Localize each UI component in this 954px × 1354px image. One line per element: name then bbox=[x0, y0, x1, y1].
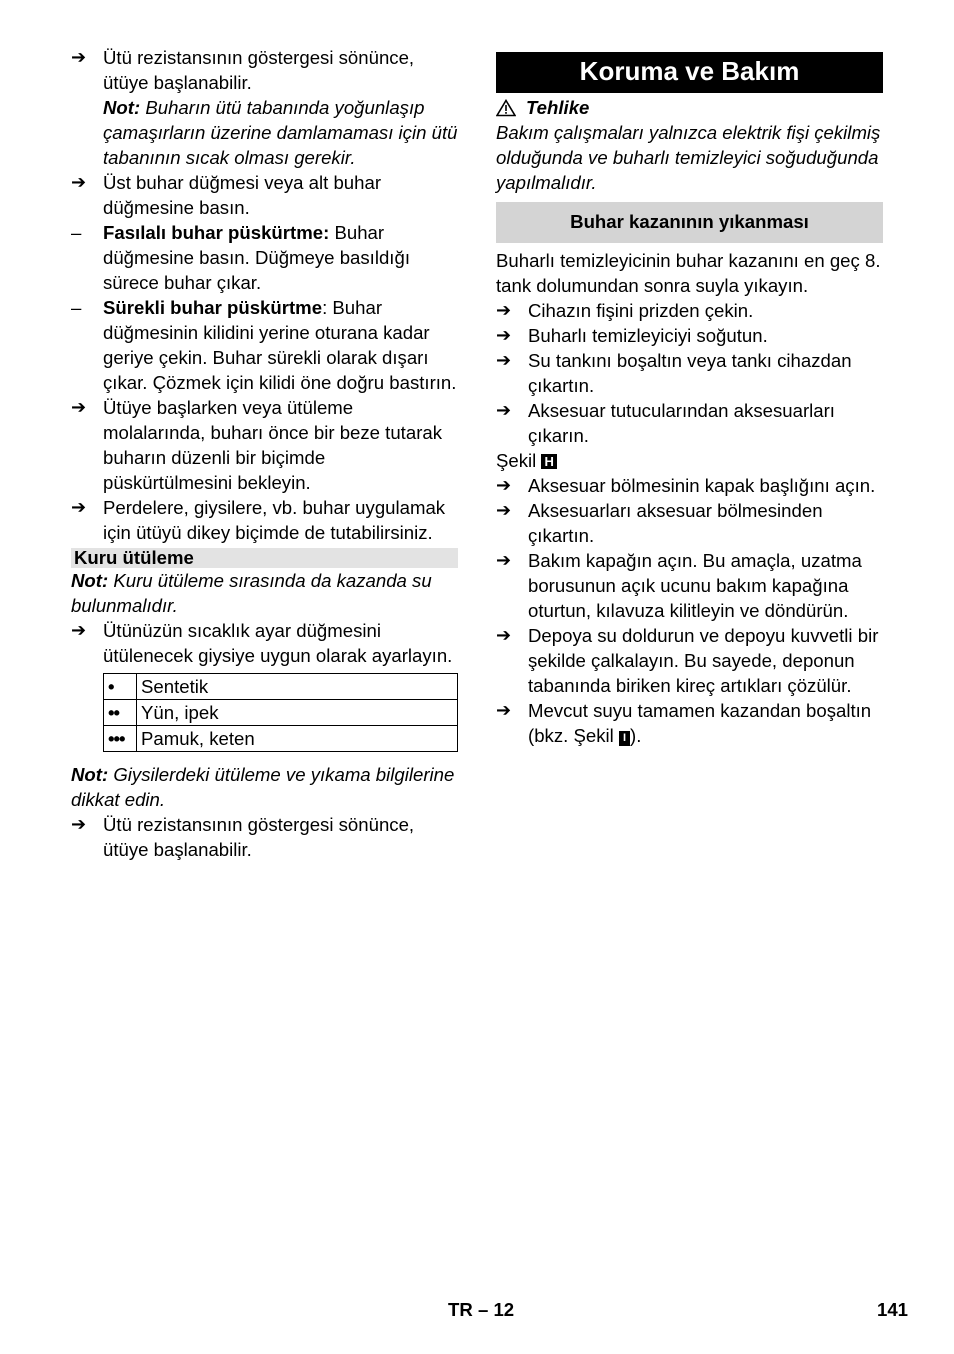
right-arrow-icon: ➔ bbox=[496, 350, 512, 370]
dash-item-text: : Buhar düğmesinin kilidini yerine oturana kadar geriye çekin. Buhar sürekli olarak dışarı çıkar. Çözmek için kilidi öne doğru bastırın. bbox=[103, 297, 457, 393]
figure-reference bbox=[496, 448, 883, 473]
table-cell-label: Yün, ipek bbox=[137, 700, 458, 726]
list-item bbox=[496, 348, 883, 398]
list-item bbox=[496, 298, 883, 323]
list-item bbox=[496, 623, 883, 698]
list-item-text: Cihazın fişini prizden çekin. bbox=[528, 300, 754, 321]
page-number: 141 bbox=[877, 1299, 909, 1320]
dash-item-text: Buhar düğmesine basın. Düğmeye basıldığı sürece buhar çıkar. bbox=[103, 222, 410, 293]
list-item-text: Ütü rezistansının göstergesi sönünce, ütüye başlanabilir. bbox=[103, 47, 415, 93]
dash-item bbox=[71, 295, 458, 395]
right-arrow-icon: ➔ bbox=[71, 397, 87, 417]
dash-item-label: Fasılalı buhar püskürtme: bbox=[103, 222, 330, 243]
right-arrow-icon: ➔ bbox=[496, 700, 512, 720]
note-label: Not: bbox=[103, 97, 141, 118]
dash-item-label: Sürekli buhar püskürtme bbox=[103, 297, 323, 318]
table-row bbox=[104, 674, 458, 700]
temperature-table bbox=[103, 673, 458, 752]
right-column bbox=[496, 45, 883, 748]
list-item bbox=[496, 498, 883, 548]
right-arrow-icon: ➔ bbox=[71, 47, 87, 67]
right-arrow-icon: ➔ bbox=[496, 325, 512, 345]
table-row bbox=[104, 726, 458, 752]
note bbox=[71, 762, 458, 812]
list-item bbox=[496, 398, 883, 448]
left-column bbox=[71, 45, 458, 862]
right-arrow-icon: ➔ bbox=[496, 400, 512, 420]
warning-text: Bakım çalışmaları yalnızca elektrik fişi çekilmiş olduğunda ve buharlı temizleyici soğuduğunda yapılmalıdır. bbox=[496, 122, 881, 193]
warning-label: Tehlike bbox=[526, 97, 590, 118]
list-item-text: Bakım kapağın açın. Bu amaçla, uzatma borusunun açık ucunu bakım kapağına oturtun, kılavuza kilitleyin ve döndürün. bbox=[528, 550, 862, 621]
list-item-text: Perdelere, giysilere, vb. buhar uygulamak için ütüyü dikey biçimde de tutabilirsiniz. bbox=[103, 497, 446, 543]
figure-ref-badge: H bbox=[541, 454, 556, 469]
right-arrow-icon: ➔ bbox=[71, 172, 87, 192]
list-item bbox=[496, 323, 883, 348]
figure-ref-badge: I bbox=[619, 731, 630, 746]
note-label: Not: bbox=[71, 764, 109, 785]
figure-label: Şekil bbox=[496, 450, 537, 471]
warning-line bbox=[496, 95, 883, 120]
list-item bbox=[496, 548, 883, 623]
list-item-text: Aksesuar tutucularından aksesuarları çıkarın. bbox=[528, 400, 835, 446]
right-arrow-icon: ➔ bbox=[496, 625, 512, 645]
list-item-text: Ütü rezistansının göstergesi sönünce, ütüye başlanabilir. bbox=[103, 814, 415, 860]
dash-marker: – bbox=[71, 222, 82, 243]
list-item-text: Ütünüzün sıcaklık ayar düğmesini ütülenecek giysiye uygun olarak ayarlayın. bbox=[103, 620, 453, 666]
list-item-text: Ütüye başlarken veya ütüleme molalarında, buharı önce bir beze tutarak buharın düzenli bir biçimde püskürtülmesini bekleyin. bbox=[103, 397, 443, 493]
table-cell-dots: •• bbox=[104, 700, 137, 726]
list-item bbox=[496, 473, 883, 498]
section-heading-boiler-rinse: Buhar kazanının yıkanması bbox=[496, 202, 883, 243]
note bbox=[71, 568, 458, 618]
list-item bbox=[71, 45, 458, 95]
table-cell-dots: ••• bbox=[104, 726, 137, 752]
list-item bbox=[496, 698, 883, 748]
list-item bbox=[71, 495, 458, 545]
list-item bbox=[71, 618, 458, 668]
note-text: Giysilerdeki ütüleme ve yıkama bilgilerine dikkat edin. bbox=[71, 764, 455, 810]
dash-item bbox=[71, 220, 458, 295]
section-heading-dry-ironing: Kuru ütüleme bbox=[71, 548, 458, 568]
list-item-text-end: ). bbox=[630, 725, 642, 746]
right-arrow-icon: ➔ bbox=[71, 814, 87, 834]
note bbox=[71, 95, 458, 170]
table-cell-dots: • bbox=[104, 674, 137, 700]
note-label: Not: bbox=[71, 570, 109, 591]
dash-marker: – bbox=[71, 297, 82, 318]
list-item-text: Su tankını boşaltın veya tankı cihazdan çıkartın. bbox=[528, 350, 852, 396]
warning-triangle-icon bbox=[496, 99, 516, 117]
list-item-text: Mevcut suyu tamamen kazandan boşaltın (bkz. Şekil bbox=[528, 700, 872, 746]
list-item bbox=[71, 170, 458, 220]
table-row bbox=[104, 700, 458, 726]
right-arrow-icon: ➔ bbox=[496, 475, 512, 495]
note-text: Buharın ütü tabanında yoğunlaşıp çamaşırların üzerine damlamaması için ütü tabanının sıcak olması gerekir. bbox=[103, 97, 458, 168]
right-arrow-icon: ➔ bbox=[496, 300, 512, 320]
right-arrow-icon: ➔ bbox=[71, 497, 87, 517]
table-cell-label: Pamuk, keten bbox=[137, 726, 458, 752]
table-cell-label: Sentetik bbox=[137, 674, 458, 700]
note-text: Kuru ütüleme sırasında da kazanda su bulunmalıdır. bbox=[71, 570, 432, 616]
list-item-text: Buharlı temizleyiciyi soğutun. bbox=[528, 325, 768, 346]
right-arrow-icon: ➔ bbox=[496, 500, 512, 520]
section-intro: Buharlı temizleyicinin buhar kazanını en geç 8. tank dolumundan sonra suyla yıkayın. bbox=[496, 250, 881, 296]
list-item-text: Depoya su doldurun ve depoyu kuvvetli bir şekilde çalkalayın. Bu sayede, deponun tabanında biriken kireç artıkları çözülür. bbox=[528, 625, 879, 696]
list-item bbox=[71, 812, 458, 862]
right-arrow-icon: ➔ bbox=[496, 550, 512, 570]
footer-section-label: TR – 12 bbox=[448, 1299, 515, 1320]
right-arrow-icon: ➔ bbox=[71, 620, 87, 640]
list-item-text: Üst buhar düğmesi veya alt buhar düğmesine basın. bbox=[103, 172, 382, 218]
list-item-text: Aksesuarları aksesuar bölmesinden çıkartın. bbox=[528, 500, 823, 546]
list-item-text: Aksesuar bölmesinin kapak başlığını açın. bbox=[528, 475, 876, 496]
main-heading: Koruma ve Bakım bbox=[496, 52, 883, 93]
list-item bbox=[71, 395, 458, 495]
